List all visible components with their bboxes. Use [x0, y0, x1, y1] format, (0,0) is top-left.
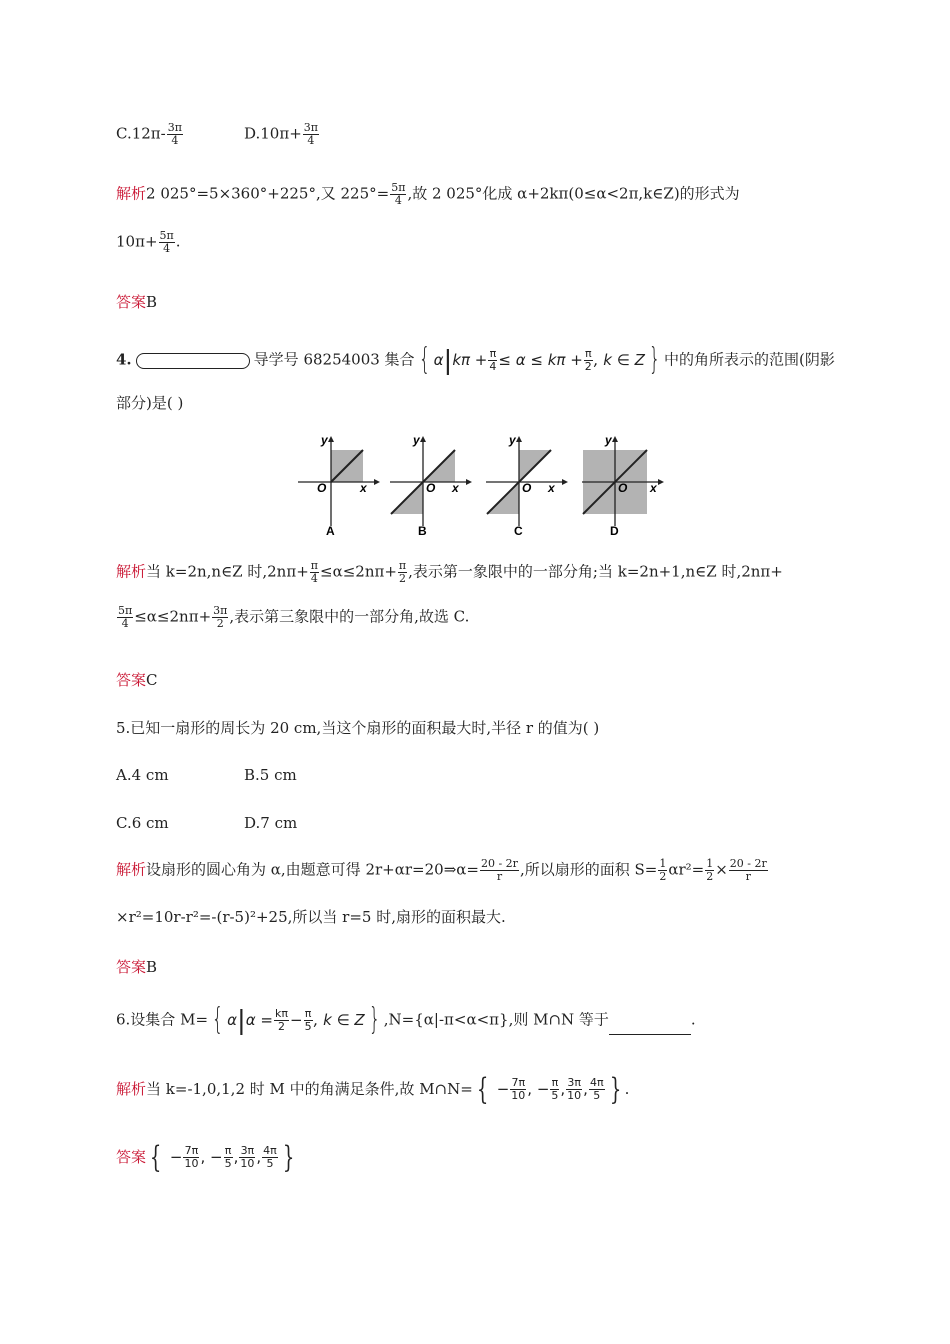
q5-option-d: D.7 cm [244, 814, 298, 832]
q4-graphs [290, 432, 670, 542]
q4-stem-line1: 4. 导学号 68254003 集合 { α|kπ + $\frac{\pi}{4}$ ≤ α ≤ kπ + $\frac{\pi}{2}$ , k ∈ Z } 中的角所表示的范围(阴影 [116, 342, 835, 377]
q6-stem: 6.设集合 M= { α|α = $\frac{k\pi}{2}$ − $\frac{\pi}{5}$ , k ∈ Z } ,N={α|-π<α<π},则 M∩N 等于 . [116, 1002, 696, 1037]
graph-label-b: B [418, 524, 427, 538]
q3-answer: 答案B [116, 293, 158, 311]
solution-label: 解析 [116, 860, 147, 879]
graph-a [298, 433, 380, 538]
graph-d [582, 433, 664, 538]
solution-label: 解析 [116, 562, 147, 581]
q3-solution-line2: 10π+ $\frac{5\pi}{4}$ . [116, 229, 181, 255]
answer-label: 答案 [116, 671, 147, 689]
y-axis-label: y [509, 433, 516, 447]
q4-solution-line2: $\frac{5\pi}{4}$ ≤α≤2nπ+ $\frac{3\pi}{2}$ ,表示第三象限中的一部分角,故选 C. [118, 604, 470, 630]
y-axis-label: y [413, 433, 420, 447]
y-axis-label: y [321, 433, 328, 447]
q4-set-expression: { α|kπ + $\frac{\pi}{4}$ ≤ α ≤ kπ + $\frac{\pi}{2}$ , k ∈ Z } [418, 342, 661, 377]
answer-label: 答案 [116, 958, 147, 976]
q5-option-c: C.6 cm [116, 814, 169, 832]
graph-c [486, 433, 568, 538]
q6-solution-set: − $\frac{7\pi}{10}$ , − $\frac{\pi}{5}$ , $\frac{3\pi}{10}$ , $\frac{4\pi}{5}$ [496, 1076, 604, 1102]
q3-option-d: D.10π+ $\frac{3\pi}{4}$ [244, 121, 319, 147]
origin-label: O [426, 481, 436, 495]
q5-stem: 5.已知一扇形的周长为 20 cm,当这个扇形的面积最大时,半径 r 的值为( ) [116, 719, 600, 737]
q4-answer: 答案C [116, 671, 158, 689]
solution-label: 解析 [116, 184, 147, 203]
answer-label: 答案 [116, 293, 147, 311]
origin-label: O [618, 481, 628, 495]
x-axis-label: x [650, 481, 657, 495]
q6-set-expression: { α|α = $\frac{k\pi}{2}$ − $\frac{\pi}{5}$ , k ∈ Z } [211, 1002, 380, 1037]
solution-label: 解析 [116, 1080, 147, 1098]
q5-solution-line2: ×r²=10r-r²=-(r-5)²+25,所以当 r=5 时,扇形的面积最大. [116, 908, 506, 926]
origin-label: O [317, 481, 327, 495]
q3-solution-line1: 解析2 025°=5×360°+225°,又 225°= $\frac{5\pi}{4}$ ,故 2 025°化成 α+2kπ(0≤α<2π,k∈Z)的形式为 [116, 181, 740, 207]
q6-answer: 答案 { − $\frac{7\pi}{10}$ , − $\frac{\pi}{5}$ , $\frac{3\pi}{10}$ , $\frac{4\pi}{5}$ } [116, 1140, 295, 1175]
graph-label-a: A [326, 524, 335, 538]
answer-blank[interactable] [609, 1020, 691, 1035]
q3-option-c: C.12π- $\frac{3\pi}{4}$ [116, 121, 182, 147]
q6-solution: 解析当 k=-1,0,1,2 时 M 中的角满足条件,故 M∩N= { − $\frac{7\pi}{10}$ , − $\frac{\pi}{5}$ , $\frac{3\pi}{10}$ , $\frac{4\pi}{5}$ } . [116, 1072, 630, 1107]
q5-option-a: A.4 cm [116, 766, 169, 784]
q5-option-b: B.5 cm [244, 766, 297, 784]
q4-solution-line1: 解析当 k=2n,n∈Z 时,2nπ+ $\frac{\pi}{4}$ ≤α≤2nπ+ $\frac{\pi}{2}$ ,表示第一象限中的一部分角;当 k=2n+1,n∈Z 时,2nπ+ [116, 559, 783, 585]
q5-answer: 答案B [116, 958, 158, 976]
q4-stem-line2: 部分)是( ) [116, 394, 184, 412]
answer-label: 答案 [116, 1148, 147, 1166]
q6-answer-set: − $\frac{7\pi}{10}$ , − $\frac{\pi}{5}$ , $\frac{3\pi}{10}$ , $\frac{4\pi}{5}$ [169, 1144, 277, 1170]
x-axis-label: x [548, 481, 555, 495]
graph-label-c: C [514, 524, 523, 538]
graph-b [390, 433, 472, 538]
x-axis-label: x [360, 481, 367, 495]
graph-label-d: D [610, 524, 619, 538]
origin-label: O [522, 481, 532, 495]
guide-badge [136, 353, 250, 369]
x-axis-label: x [452, 481, 459, 495]
y-axis-label: y [605, 433, 612, 447]
q5-solution-line1: 解析设扇形的圆心角为 α,由题意可得 2r+αr=20⇒α= $\frac{20 - 2r}{r}$ ,所以扇形的面积 S= $\frac{1}{2}$ αr²= $\frac{1}{2}$ × $\frac{20 - 2r}{r}$ [116, 857, 767, 883]
